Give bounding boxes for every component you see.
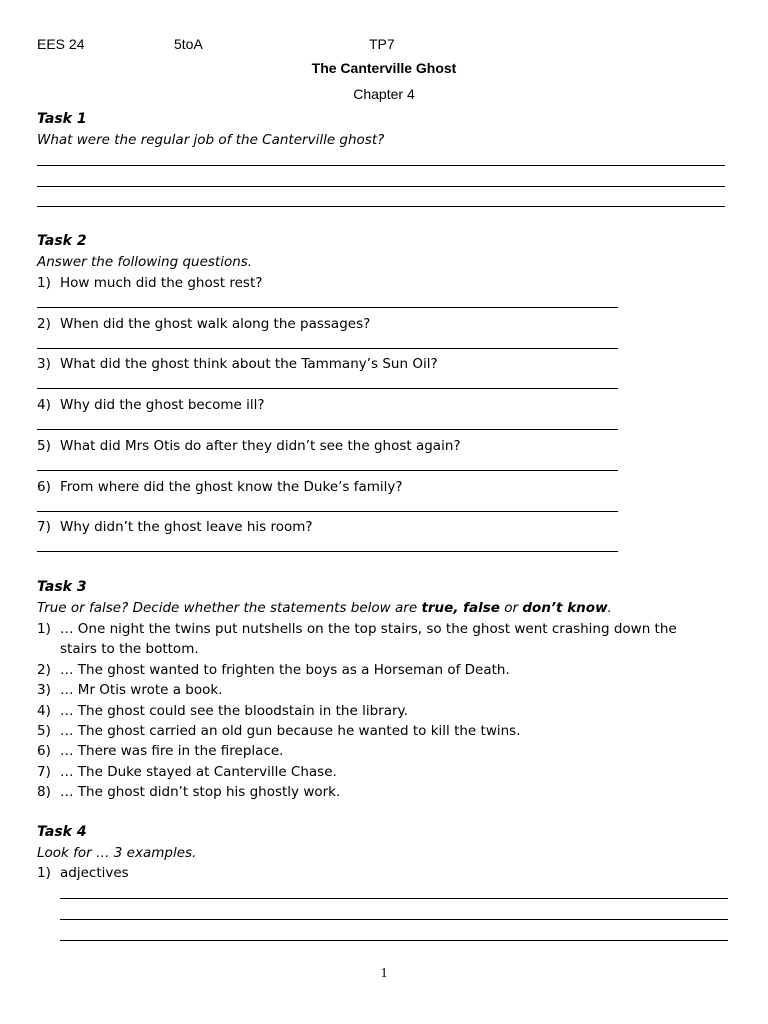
answer-line[interactable] — [60, 919, 728, 920]
statement-number: 3) — [37, 682, 51, 698]
statement-text: … The ghost could see the bloodstain in the library. — [60, 703, 408, 719]
statement-text: … The Duke stayed at Canterville Chase. — [60, 764, 337, 780]
statement-text: … The ghost didn’t stop his ghostly work. — [60, 784, 341, 800]
statement-item — [37, 662, 510, 678]
answer-line[interactable] — [37, 307, 618, 308]
task3-heading: Task 3 — [37, 579, 87, 595]
course-code: EES 24 — [37, 36, 85, 52]
statement-number: 5) — [37, 723, 51, 739]
statement-text: … The ghost carried an old gun because he wanted to kill the twins. — [60, 723, 521, 739]
question-text: How much did the ghost rest? — [60, 275, 263, 291]
statement-item — [37, 743, 283, 759]
worksheet-code: TP7 — [369, 36, 395, 52]
statement-number: 7) — [37, 764, 51, 780]
statement-continuation: stairs to the bottom. — [60, 641, 199, 657]
instruction-period: . — [607, 600, 612, 616]
task2-instruction: Answer the following questions. — [37, 254, 253, 270]
answer-line[interactable] — [37, 429, 618, 430]
statement-item — [37, 723, 521, 739]
statement-number: 4) — [37, 703, 51, 719]
statement-text: … Mr Otis wrote a book. — [60, 682, 223, 698]
question-item — [37, 438, 461, 454]
answer-line[interactable] — [37, 348, 618, 349]
question-item — [37, 275, 262, 291]
question-item — [37, 519, 313, 535]
task2-heading: Task 2 — [37, 233, 87, 249]
question-item — [37, 397, 265, 413]
statement-text: … There was fire in the fireplace. — [60, 743, 284, 759]
task1-heading: Task 1 — [37, 111, 87, 127]
instruction-or: or — [499, 600, 523, 616]
question-text: From where did the ghost know the Duke’s family? — [60, 479, 403, 495]
option-dont-know: don’t know — [522, 600, 608, 616]
item-number: 1) — [37, 865, 51, 881]
page-number: 1 — [380, 966, 388, 981]
statement-text: … One night the twins put nutshells on the top stairs, so the ghost went crashing down the — [60, 621, 677, 637]
page-title: The Canterville Ghost — [311, 60, 457, 76]
question-number: 2) — [37, 316, 51, 332]
option-true: true, — [421, 600, 464, 616]
question-item — [37, 356, 438, 372]
question-number: 6) — [37, 479, 51, 495]
item-text: adjectives — [60, 865, 129, 881]
answer-line[interactable] — [37, 186, 725, 187]
group-code: 5toA — [174, 36, 203, 52]
statement-text: … The ghost wanted to frighten the boys as a Horseman of Death. — [60, 662, 510, 678]
question-text: What did the ghost think about the Tammany’s Sun Oil? — [60, 356, 438, 372]
answer-line[interactable] — [60, 898, 728, 899]
statement-number: 1) — [37, 621, 51, 637]
instruction-text: True or false? Decide whether the statements below are — [37, 600, 422, 616]
chapter-subtitle: Chapter 4 — [353, 86, 415, 102]
answer-line[interactable] — [37, 511, 618, 512]
answer-line[interactable] — [37, 470, 618, 471]
task4-item — [37, 865, 129, 881]
question-item — [37, 316, 370, 332]
task4-instruction: Look for … 3 examples. — [37, 845, 197, 861]
statement-item — [37, 703, 408, 719]
question-text: Why did the ghost become ill? — [60, 397, 265, 413]
question-item — [37, 479, 403, 495]
question-number: 7) — [37, 519, 51, 535]
answer-line[interactable] — [37, 551, 618, 552]
statement-item — [37, 764, 337, 780]
statement-item — [37, 621, 677, 637]
statement-number: 6) — [37, 743, 51, 759]
question-number: 3) — [37, 356, 51, 372]
task3-instruction — [37, 600, 612, 616]
answer-line[interactable] — [37, 388, 618, 389]
question-text: Why didn’t the ghost leave his room? — [60, 519, 313, 535]
statement-number: 8) — [37, 784, 51, 800]
answer-line[interactable] — [37, 206, 725, 207]
question-text: When did the ghost walk along the passages? — [60, 316, 371, 332]
option-false: false — [463, 600, 500, 616]
statement-number: 2) — [37, 662, 51, 678]
task4-heading: Task 4 — [37, 824, 87, 840]
statement-item — [37, 682, 222, 698]
question-number: 5) — [37, 438, 51, 454]
question-text: What did Mrs Otis do after they didn’t see the ghost again? — [60, 438, 461, 454]
answer-line[interactable] — [37, 165, 725, 166]
question-number: 1) — [37, 275, 51, 291]
answer-line[interactable] — [60, 940, 728, 941]
question-number: 4) — [37, 397, 51, 413]
task1-question: What were the regular job of the Canterville ghost? — [37, 132, 385, 148]
statement-item — [37, 784, 340, 800]
